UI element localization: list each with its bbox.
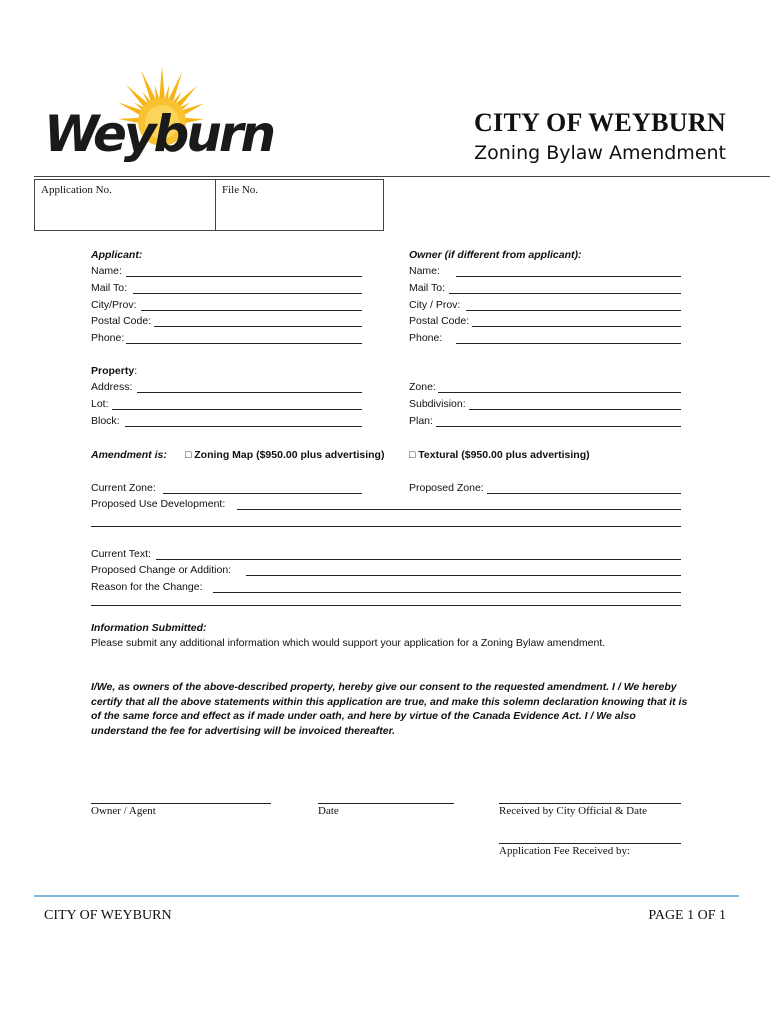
owner-mail-field[interactable] <box>449 293 681 294</box>
current-text-field[interactable] <box>156 559 681 560</box>
current-text-label: Current Text: <box>91 548 151 560</box>
owner-phone-label: Phone: <box>409 332 443 344</box>
owner-postal-field[interactable] <box>472 326 681 327</box>
current-zone-label: Current Zone: <box>91 482 156 494</box>
property-plan-field[interactable] <box>436 426 681 427</box>
owner-signature-line[interactable] <box>91 803 271 804</box>
property-block-field[interactable] <box>125 426 362 427</box>
owner-city-field[interactable] <box>466 310 681 311</box>
property-lot-field[interactable] <box>112 409 362 410</box>
owner-city-label: City / Prov: <box>409 299 461 311</box>
footer-city: CITY OF WEYBURN <box>44 908 172 923</box>
option-textual-label: Textural ($950.00 plus advertising) <box>418 449 590 461</box>
current-zone-field[interactable] <box>163 493 362 494</box>
footer-rule <box>34 895 739 897</box>
property-lot-label: Lot: <box>91 398 109 410</box>
property-address-field[interactable] <box>137 392 362 393</box>
property-heading <box>91 365 137 377</box>
info-heading: Information Submitted: <box>91 622 207 634</box>
applicant-mail-field[interactable] <box>133 293 362 294</box>
property-zone-label: Zone: <box>409 381 436 393</box>
footer-page: PAGE 1 OF 1 <box>648 908 726 923</box>
reason-field-2[interactable] <box>91 605 681 606</box>
weyburn-logo <box>40 62 274 172</box>
property-zone-field[interactable] <box>438 392 681 393</box>
declaration-text: I/We, as owners of the above-described property, hereby give our consent to the requested amendment. I / We hereby certify that all the above statements within this application are true, and make this solemn declaration knowing that it is of the same force and effect as if made under oath, and here by virtue of the Canada Evidence Act. I / We also understand the fee for advertising will be invoiced thereafter. <box>91 681 688 737</box>
city-official-line[interactable] <box>499 803 681 804</box>
amendment-label: Amendment is: <box>91 449 167 461</box>
header-rule <box>34 176 770 177</box>
reason-label: Reason for the Change: <box>91 581 203 593</box>
applicant-postal-label: Postal Code: <box>91 315 152 327</box>
info-body: Please submit any additional information which would support your application for a Zoning Bylaw amendment. <box>91 637 606 649</box>
owner-agent-label: Owner / Agent <box>91 805 156 817</box>
property-subdivision-label: Subdivision: <box>409 398 466 410</box>
logo-wordmark: Weyburn <box>44 105 274 163</box>
owner-name-field[interactable] <box>456 276 681 277</box>
property-plan-label: Plan: <box>409 415 433 427</box>
checkbox-icon[interactable]: □ <box>185 449 192 461</box>
applicant-phone-label: Phone: <box>91 332 125 344</box>
applicant-postal-field[interactable] <box>154 326 362 327</box>
page-subtitle: Zoning Bylaw Amendment <box>474 142 726 164</box>
proposed-zone-label: Proposed Zone: <box>409 482 484 494</box>
proposed-use-label: Proposed Use Development: <box>91 498 226 510</box>
property-block-label: Block: <box>91 415 120 427</box>
proposed-use-field-2[interactable] <box>91 526 681 527</box>
checkbox-icon[interactable]: □ <box>409 449 416 461</box>
proposed-use-field[interactable] <box>237 509 681 510</box>
applicant-heading: Applicant: <box>91 249 143 261</box>
office-box-divider <box>215 180 216 230</box>
property-subdivision-field[interactable] <box>469 409 681 410</box>
amendment-option-map[interactable] <box>185 449 384 461</box>
date-line[interactable] <box>318 803 454 804</box>
owner-phone-field[interactable] <box>456 343 681 344</box>
owner-name-label: Name: <box>409 265 440 277</box>
option-map-label: Zoning Map ($950.00 plus advertising) <box>194 449 385 461</box>
property-address-label: Address: <box>91 381 133 393</box>
property-heading-text: Property <box>91 365 135 377</box>
application-no-label: Application No. <box>41 184 112 196</box>
page-title: CITY OF WEYBURN <box>473 108 726 137</box>
applicant-name-field[interactable] <box>126 276 362 277</box>
file-no-label: File No. <box>222 184 259 196</box>
applicant-name-label: Name: <box>91 265 122 277</box>
reason-field[interactable] <box>213 592 681 593</box>
applicant-city-field[interactable] <box>141 310 362 311</box>
office-use-box <box>34 179 384 231</box>
fee-received-label: Application Fee Received by: <box>499 845 631 857</box>
applicant-phone-field[interactable] <box>126 343 362 344</box>
proposed-change-field[interactable] <box>246 575 681 576</box>
fee-received-line[interactable] <box>499 843 681 844</box>
amendment-option-textual[interactable] <box>409 449 590 461</box>
applicant-mail-label: Mail To: <box>91 282 127 294</box>
date-label: Date <box>318 805 339 817</box>
applicant-city-label: City/Prov: <box>91 299 137 311</box>
received-by-label: Received by City Official & Date <box>499 805 647 817</box>
owner-mail-label: Mail To: <box>409 282 445 294</box>
property-heading-colon: : <box>134 365 138 377</box>
proposed-zone-field[interactable] <box>487 493 681 494</box>
owner-postal-label: Postal Code: <box>409 315 470 327</box>
proposed-change-label: Proposed Change or Addition: <box>91 564 232 576</box>
owner-heading: Owner (if different from applicant): <box>409 249 582 261</box>
